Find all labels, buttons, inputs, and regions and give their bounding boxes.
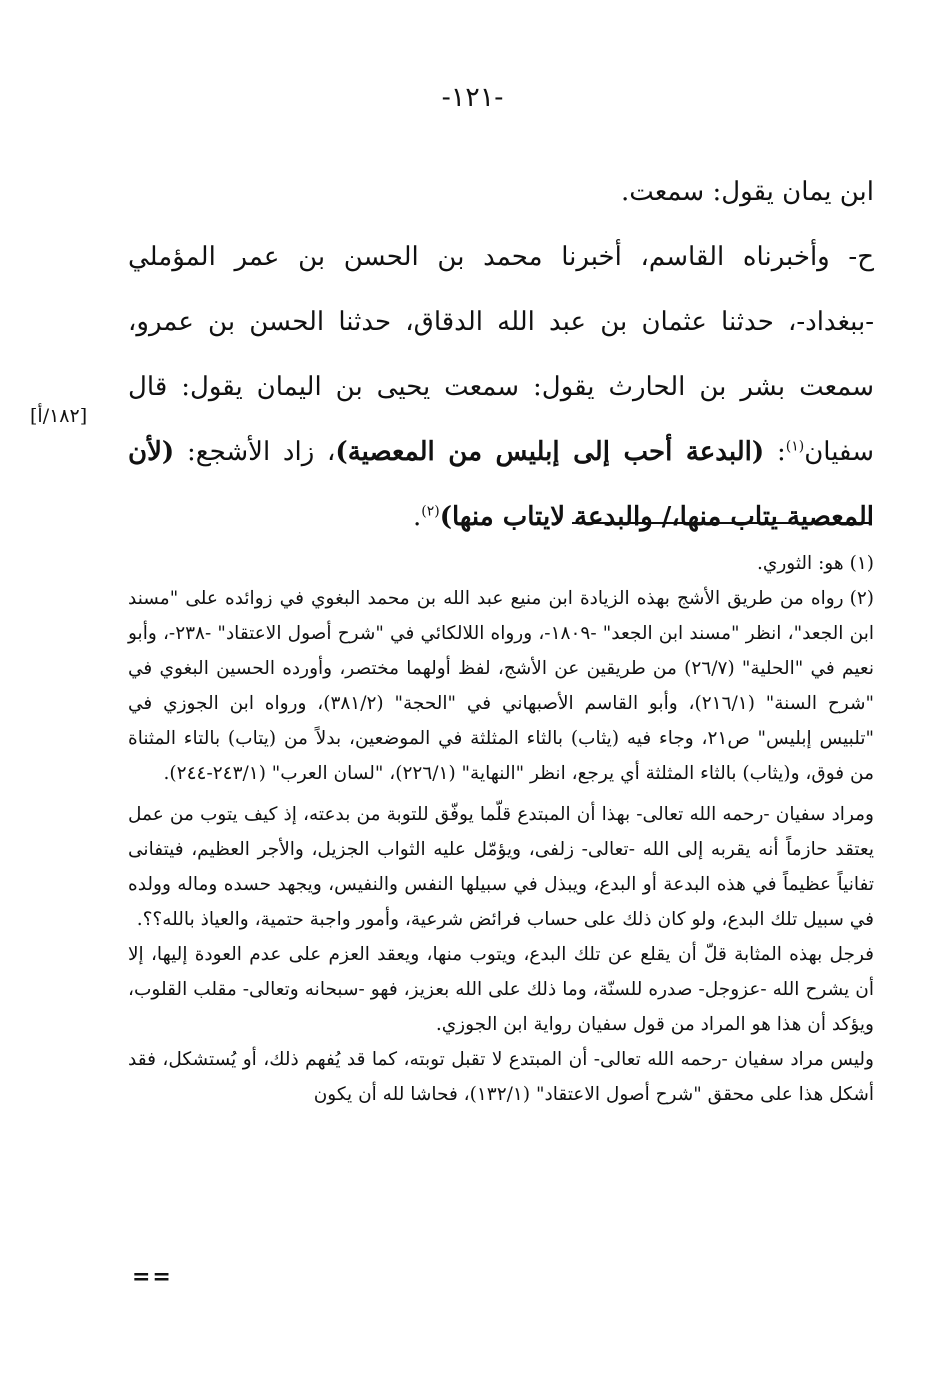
commentary	[128, 797, 874, 1112]
chain-text-1: ح- وأخبرناه القاسم، أخبرنا محمد بن الحسن بن عمر المؤملي -ببغداد-، حدثنا عثمان بن عبد الله الدقاق، حدثنا الحسن بن عمرو، سمعت بشر بن الحارث يقول: سمعت يحيى بن اليمان يقول: قال سفيان	[128, 242, 874, 467]
footnote-separator	[572, 522, 872, 524]
footnote-marker-2: (٢)	[421, 503, 440, 520]
footnotes-section	[128, 546, 874, 1112]
main-line-1: ابن يمان يقول: سمعت.	[621, 177, 874, 207]
commentary-paragraph: ومراد سفيان -رحمه الله تعالى- بهذا أن المبتدع قلّما يوفّق للتوبة من بدعته، إذ كيف يتوب من عمل يعتقد حازماً أنه يقربه إلى الله -تعالى- زلفى، ويؤمّل عليه الثواب الجزيل، والأجر العظيم، فيتفانى تفانياً عظيماً في هذه البدعة أو البدع، ويبذل في سبيلها النفس والنفيس، ويجهد حسده وماله وولده في سبيل تلك البدع، ولو كان ذلك على حساب فرائض شرعية، وأمور واجبة حتمية، والعياذ بالله؟؟.	[128, 804, 874, 930]
footnote-1	[128, 546, 874, 581]
continuation-mark: ==	[132, 1264, 173, 1290]
main-text	[128, 160, 874, 550]
footnote-2	[128, 581, 874, 791]
commentary-paragraph: وليس مراد سفيان -رحمه الله تعالى- أن المبتدع لا تقبل توبته، كما قد يُفهم ذلك، أو يُستشكل، فقد أشكل هذا على محقق "شرح أصول الاعتقاد" (١٣٢/١)، فحاشا لله أن يكون	[128, 1049, 874, 1105]
quote-maasiya: (لأن المعصية يتاب منها،/ والبدعة لايتاب منها)	[128, 437, 874, 532]
footnote-text: رواه من طريق الأشج بهذه الزيادة ابن منيع عبد الله بن محمد البغوي في زوائده على "مسند ابن الجعد"، انظر "مسند ابن الجعد" -١٨٠٩-، ورواه اللالكائي في "شرح أصول الاعتقاد" -٢٣٨-، وأبو نعيم في "الحلية" (٢٦/٧) من طريقين عن الأشج، لفظ أولهما مختصر، وأورده الحسين البغوي في "شرح السنة" (٢١٦/١)، وأبو القاسم الأصبهاني في "الحجة" (٣٨١/٢)، ورواه ابن الجوزي في "تلبيس إبليس" ص٢١، وجاء فيه (يثاب) بالثاء المثلثة في الموضعين، بدلاً من (يتاب) بالتاء المثناة من فوق، و(يثاب) بالثاء المثلثة أي يرجع، انظر "النهاية" (٢٢٦/١)، "لسان العرب" (٢٤٣/١-٢٤٤).	[128, 588, 874, 784]
footnote-text: هو: الثوري.	[756, 553, 844, 574]
footnote-number: (١)	[849, 553, 874, 574]
footnote-number: (٢)	[849, 588, 874, 609]
page-number: -١٢١-	[441, 82, 504, 113]
manuscript-folio-reference: [١٨٢/أ]	[30, 405, 88, 427]
main-paragraph-2	[128, 225, 874, 550]
footnote-marker-1: (١)	[785, 438, 805, 455]
quote-bidah: (البدعة أحب إلى إبليس من المعصية)	[335, 437, 765, 467]
end-period: .	[412, 502, 422, 532]
chain-text-2: ، زاد الأشجع:	[174, 437, 336, 467]
commentary-paragraph: فرجل بهذه المثابة قلّ أن يقلع عن تلك البدع، ويتوب منها، ويعقد العزم على عدم العودة إليها، إلا أن يشرح الله -عزوجل- صدره للسنّة، وما ذلك على الله بعزيز، فهو -سبحانه وتعالى- مقلب القلوب، ويؤكد أن هذا هو المراد من قول سفيان رواية ابن الجوزي.	[128, 944, 874, 1035]
colon: :	[764, 437, 786, 467]
